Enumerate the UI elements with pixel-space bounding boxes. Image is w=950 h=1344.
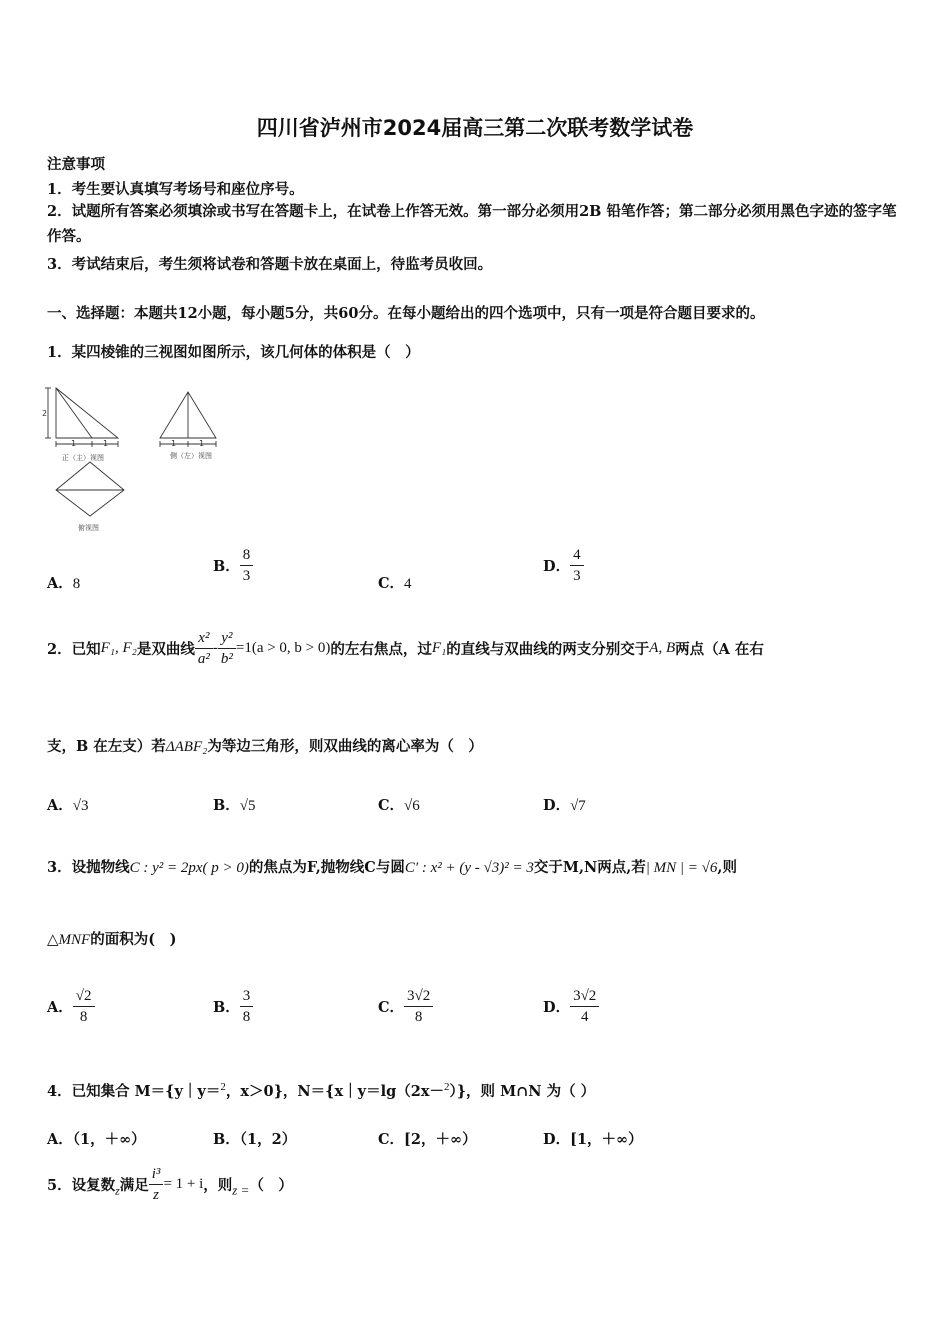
q3-stem-line2: △MNF的面积为( ) xyxy=(47,931,177,948)
q1-option-a[interactable]: A．8 xyxy=(47,575,81,592)
q4-option-d[interactable]: D．[1，＋∞） xyxy=(543,1131,643,1148)
q2-option-b[interactable]: B．√5 xyxy=(213,797,256,814)
q4-option-a[interactable]: A．（1，＋∞） xyxy=(47,1131,146,1148)
q3-option-b[interactable]: B． $\frac{3}{8}$ xyxy=(213,986,253,1027)
q4-option-b[interactable]: B．（1，2） xyxy=(213,1131,297,1148)
dim-front-1: 1 xyxy=(71,439,77,448)
top-view xyxy=(56,462,124,516)
q5-stem: 5．设复数$_z$满足 $\frac{\text{i³}}{z}$ = 1 + i，则z =（ ） xyxy=(47,1166,293,1203)
notice-item-3: 3．考试结束后，考生须将试卷和答题卡放在桌面上，待监考员收回。 xyxy=(47,256,493,273)
q3-option-c[interactable]: C． $\frac{3√2}{8}$ xyxy=(378,986,433,1027)
q1-stem: 1．某四棱锥的三视图如图所示，该几何体的体积是（ ） xyxy=(47,344,420,361)
dim-front-2: 1 xyxy=(103,439,109,448)
notice-item-2: 2．试题所有答案必须填涂或书写在答题卡上，在试卷上作答无效。第一部分必须用2B 铅笔作答；第二部分必须用黑色字迹的签字笔作答。 xyxy=(47,203,897,245)
q1-option-c[interactable]: C．4 xyxy=(378,575,412,592)
side-view-label: 侧（左）视图 xyxy=(170,452,212,460)
q2-stem-line1: 2．已知F₁, F₂是双曲线 $\frac{\text{x²}}{\text{a²}}$ - $\frac{\text{y²}}{\text{b²}}$ =1(a > 0, b > 0)的左右焦点，过F₁的直线与双曲线的两支分别交于A, B两点（A 在右 xyxy=(47,630,764,667)
q3-option-a[interactable]: A． $\frac{√2}{8}$ xyxy=(47,986,95,1027)
side-view xyxy=(160,392,216,447)
dim-height: 2 xyxy=(42,409,48,418)
notice-heading: 注意事项 xyxy=(47,156,105,173)
q2-option-c[interactable]: C．√6 xyxy=(378,797,420,814)
q3-option-d[interactable]: D． $\frac{3√2}{4}$ xyxy=(543,986,599,1027)
q2-option-a[interactable]: A．√3 xyxy=(47,797,89,814)
dim-side-1: 1 xyxy=(171,439,177,448)
notice-item-1: 1．考生要认真填写考场号和座位序号。 xyxy=(47,181,304,198)
front-view-label: 正（主）视图 xyxy=(62,454,104,462)
q1-option-d[interactable]: D． $\frac{4}{3}$ xyxy=(543,545,584,586)
q1-option-b[interactable]: B． $\frac{8}{3}$ xyxy=(213,545,253,586)
section-heading: 一、选择题：本题共12小题，每小题5分，共60分。在每小题给出的四个选项中，只有一项是符合题目要求的。 xyxy=(47,305,765,322)
q1-three-view-figure xyxy=(40,380,240,540)
top-view-label: 俯视图 xyxy=(78,524,99,532)
q2-stem-line2: 支，B 在左支）若ΔABF₂为等边三角形，则双曲线的离心率为（ ） xyxy=(47,738,483,755)
exam-title: 四川省泸州市2024届高三第二次联考数学试卷 xyxy=(256,116,694,140)
q4-option-c[interactable]: C．[2，＋∞） xyxy=(378,1131,477,1148)
dim-side-2: 1 xyxy=(199,439,205,448)
q4-stem: 4．已知集合 M＝{y｜y＝$^2$，x＞0}，N＝{x｜y＝lg（2x－$^2$）}，则 M∩N 为（ ） xyxy=(47,1081,596,1100)
q3-stem-line1: 3．设抛物线C : y² = 2px( p > 0)的焦点为F,抛物线C与圆C′ : x² + (y - √3)² = 3交于M,N两点,若| MN | = √6,则 xyxy=(47,859,737,876)
q2-option-d[interactable]: D．√7 xyxy=(543,797,586,814)
